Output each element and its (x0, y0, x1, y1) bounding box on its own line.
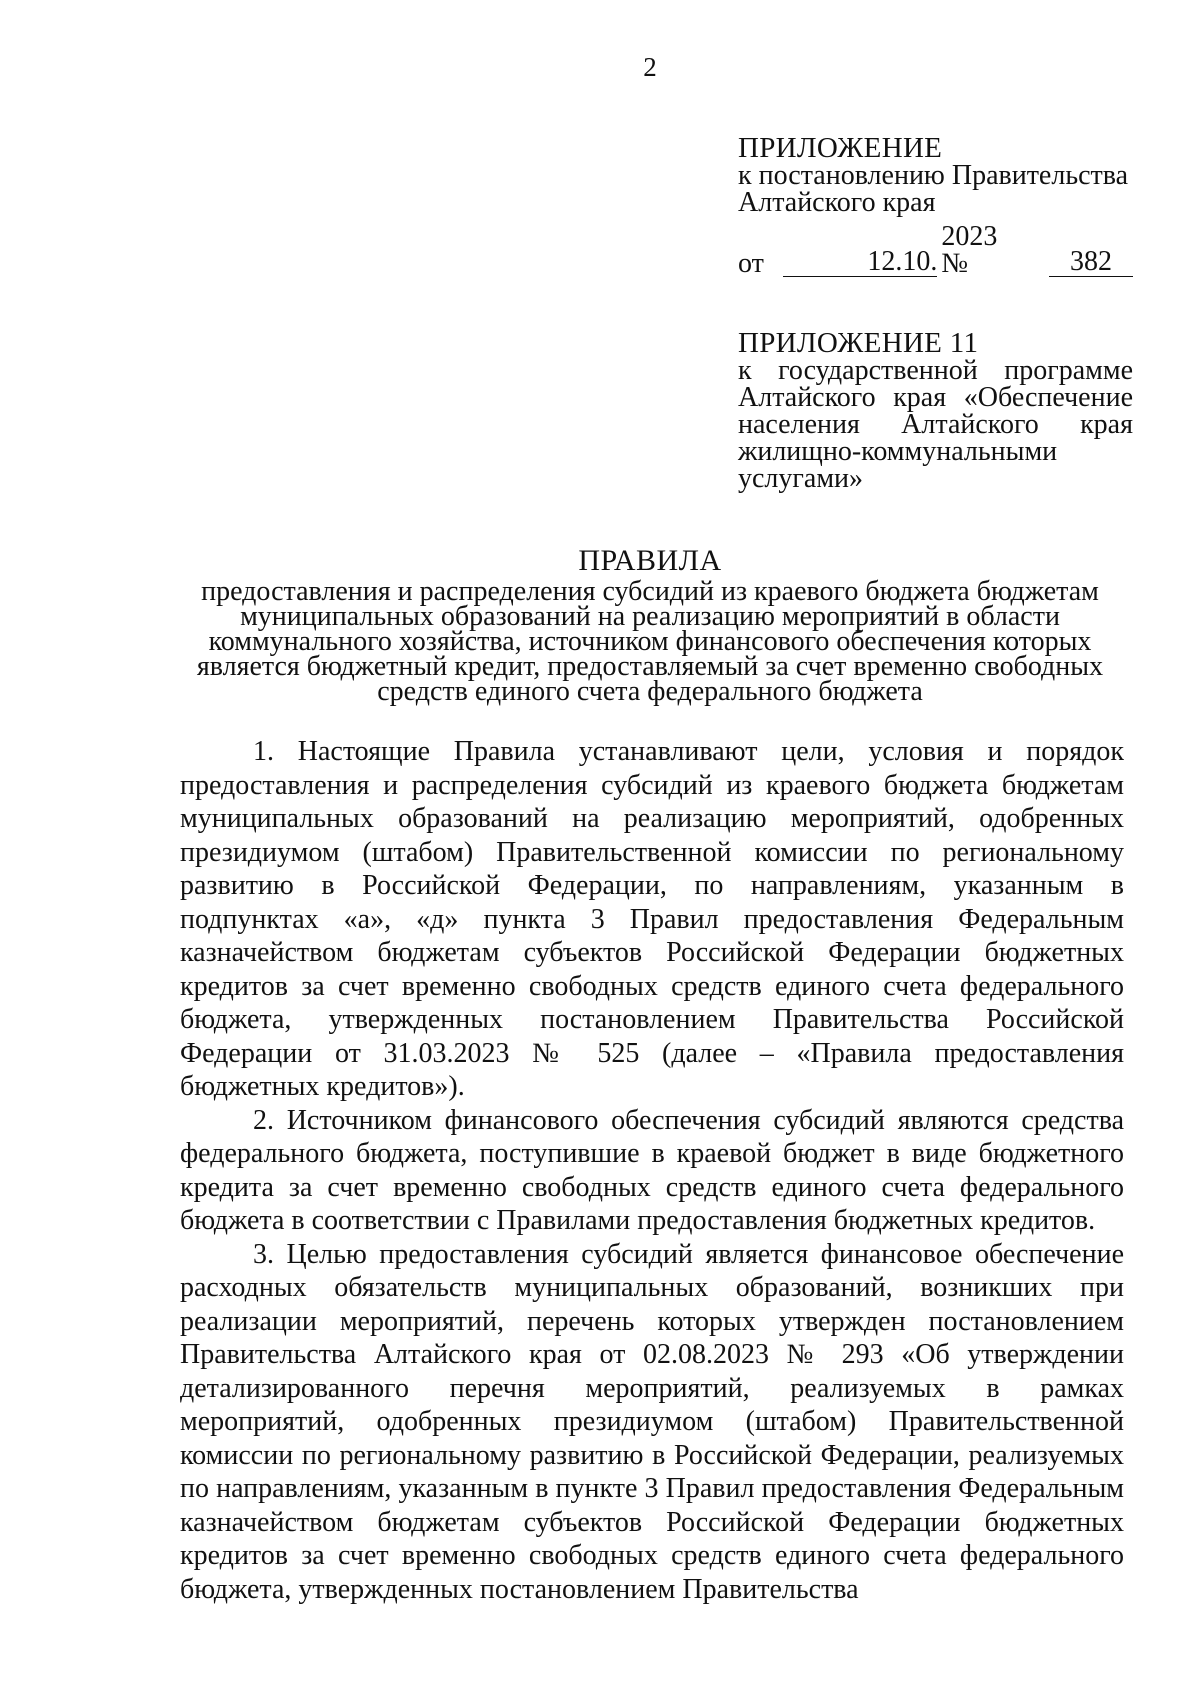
page-number: 2 (643, 52, 657, 82)
annex-line: Алтайского края «Обеспечение (738, 382, 1133, 413)
heading-line: предоставления и распределения субсидий из краевого бюджета бюджетам (201, 576, 1099, 607)
annex-line: услугами» (738, 463, 864, 494)
annex-title: ПРИЛОЖЕНИЕ (738, 132, 943, 164)
heading-line: средств единого счета федерального бюджета (377, 676, 923, 707)
document-heading (180, 544, 1120, 707)
heading-line: муниципальных образований на реализацию мероприятий в области (240, 601, 1060, 632)
resolution-year-sign: 2023 № (941, 221, 998, 279)
document-body (180, 735, 1124, 1606)
annex-title: ПРИЛОЖЕНИЕ 11 (738, 327, 979, 359)
heading-line: коммунального хозяйства, источником финансового обеспечения которых (208, 626, 1092, 657)
annex-line: к государственной программе (738, 355, 1133, 386)
paragraph-2: 2. Источником финансового обеспечения субсидий являются средства федерального бюджета, поступившие в краевой бюджет в виде бюджетного кредита за счет временно свободных средств единого счета федерального бюджета в соответствии с Правилами предоставления бюджетных кредитов. (180, 1104, 1124, 1236)
annex-resolution-block (738, 132, 1133, 279)
heading-title: ПРАВИЛА (578, 544, 722, 577)
resolution-date-line (738, 223, 1133, 277)
paragraph-1: 1. Настоящие Правила устанавливают цели, условия и порядок предоставления и распределения субсидий из краевого бюджета бюджетам муниципальных образований на реализацию мероприятий, одобренных президиумом (штабом) Правительственной комиссии по региональному развитию в Российской Федерации, по направлениям, указанным в подпунктах «а», «д» пункта 3 Правил предоставления Федеральным казначейством бюджетам субъектов Российской Федерации бюджетных кредитов за счет временно свободных средств единого счета федерального бюджета, утвержденных постановлением Правительства Российской Федерации от 31.03.2023 № 525 (далее – «Правила предоставления бюджетных кредитов»). (180, 736, 1124, 1102)
paragraph-3: 3. Целью предоставления субсидий является финансовое обеспечение расходных обязательств муниципальных образований, возникших при реализации мероприятий, перечень которых утвержден постановлением Правительства Алтайского края от 02.08.2023 № 293 «Об утверждении детализированного перечня мероприятий, реализуемых в рамках мероприятий, одобренных президиумом (штабом) Правительственной комиссии по региональному развитию в Российской Федерации, реализуемых по направлениям, указанным в пункте 3 Правил предоставления Федеральным казначейством бюджетам субъектов Российской Федерации бюджетных кредитов за счет временно свободных средств единого счета федерального бюджета, утвержденных постановлением Правительства (180, 1238, 1124, 1605)
resolution-date: 12.10. (783, 248, 937, 277)
annex-line: Алтайского края (738, 187, 936, 218)
annex-line: к постановлению Правительства (738, 160, 1129, 191)
date-prefix: от (738, 248, 764, 279)
heading-line: является бюджетный кредит, предоставляемый за счет временно свободных (196, 651, 1104, 682)
annex-program-block (738, 327, 1133, 494)
annex-line: населения Алтайского края (738, 409, 1133, 440)
annex-line: жилищно-коммунальными (738, 436, 1058, 467)
resolution-number: 382 (1049, 248, 1133, 277)
